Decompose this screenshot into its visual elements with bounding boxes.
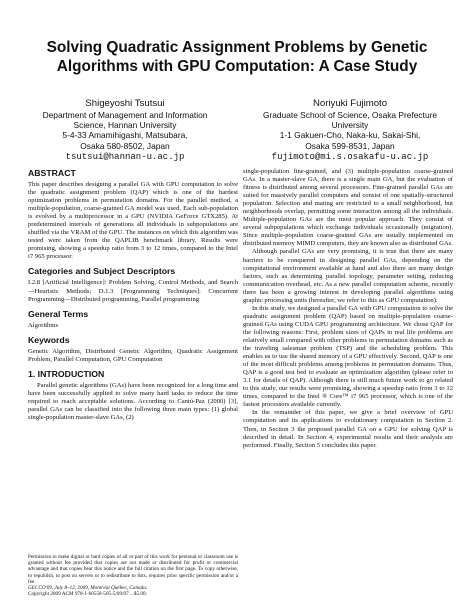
left-column <box>28 168 238 422</box>
conference-line: GECCO'09, July 8–12, 2009, Montréal Québec, Canada. <box>28 585 148 592</box>
author-affiliation-line: Osaka 580-8502, Japan <box>80 140 170 151</box>
author-block-1 <box>30 98 220 163</box>
body-paragraph: In the remainder of this paper, we give a brief overview of GPU computation and its applications to evolutionary computation in Section 2. Then, in Section 3 the proposed parallel GA on a GPU for solving QAP is described in detail. In Section 4, experimental results and their analysis are performed. Finally, Section 5 concludes this paper. <box>243 409 453 449</box>
introduction-heading: 1. INTRODUCTION <box>28 368 105 379</box>
author-email: fujimoto@mi.s.osakafu-u.ac.jp <box>271 151 429 162</box>
permission-notice: Permission to make digital or hard copies of all or part of this work for personal or classroom use is granted without fee provided that copies are not made or distributed for profit or commercial advantage and that copies bear this notice and the full citation on the first page. To copy otherwise, to republish, to post on servers or to redistribute to lists, requires prior specific permission and/or a fee. <box>28 554 238 585</box>
author-name: Shigeyoshi Tsutsui <box>85 98 165 109</box>
right-column <box>243 168 453 450</box>
title-line-1: Solving Quadratic Assignment Problems by Genetic <box>46 39 428 56</box>
author-affiliation-line: Osaka 599-8531, Japan <box>305 140 395 151</box>
copyright-line: Copyright 2009 ACM 978-1-60558-505-5/09/07 ...$5.00. <box>28 591 147 598</box>
keywords-heading: Keywords <box>28 334 70 345</box>
author-affiliation-line: 5-4-33 Amamihigashi, Matsubara, <box>62 130 188 141</box>
body-paragraph: single-population fine-grained, and (3) multiple-population coarse-grained GAs. In a master-slave GA, there is a single main GA, but the evaluation of fitness is distributed among several processors. Fine-grained parallel GAs are suited for massively parallel computers and consist of one spatially-structured population. Selection and mating are restricted to a small neighborhood, but neighborhoods overlap, permitting some interaction among all the individuals. Multiple-population GAs are the most popular approach. They consist of several subpopulations which exchange individuals occasionally (migration). Since multiple-population coarse-grained GAs are usually implemented on distributed memory MIMD computers, they are known also as distributed GAs. <box>243 168 453 248</box>
author-affiliation-line: Department of Management and Information <box>42 110 208 120</box>
title-line-2: Algorithms with GPU Computation: A Case Study <box>56 58 418 75</box>
paper-title <box>20 38 454 76</box>
general-terms-heading: General Terms <box>28 308 89 319</box>
author-name: Noriyuki Fujimoto <box>312 98 388 109</box>
abstract-text: This paper describes designing a parallel GA with GPU computation to solve the quadratic assignment problem (QAP) which is one of the hardest optimization problems in permutation domains. For the parallel method, a multiple-population, coarse-grained GA model was used. Each sub-population is evolved by a multiprocessor in a GPU (NVIDIA GeForce GTX285). At predetermined intervals of generations all individuals in subpopulations are shuffled via the VRAM of the GPU. The instances on which this algorithm was tested were taken from the QAPLIB benchmark library. Results were promising, showing a speedup ratio from 3 to 12 times, compared to the Intel i7 965 processor. <box>28 181 238 261</box>
author-block-2 <box>250 98 450 163</box>
categories-text: I.2.8 [Artificial Intelligence]: Problem Solving, Control Methods, and Search—Heuristic Methods; D.1.3 [Programming Techniques]: Concurrent Programming—Distributed programming, Parallel programming <box>28 279 238 303</box>
author-affiliation-line: University <box>331 120 369 131</box>
body-paragraph: Although parallel GAs are very promising, it is true that there are many barriers to be conquered in designing parallel GAs, depending on the computational environment available at hand and also there are many design factors, such as determining parallel topology, parameter setting, reducing communication overhead, etc. As a new parallel computation scheme, recently there has been a growing interest in developing parallel algorithms using graphic processing units (hereafter, we refer to this as GPU computation). <box>243 248 453 304</box>
author-affiliation-line: Graduate School of Science, Osaka Prefecture <box>262 110 438 120</box>
author-affiliation-line: 1-1 Gakuen-Cho, Naka-ku, Sakai-Shi, <box>279 130 421 141</box>
author-email: tsutsui@hannan-u.ac.jp <box>65 151 185 162</box>
general-terms-text: Algorithms <box>28 321 59 329</box>
body-paragraph: In this study, we designed a parallel GA with GPU computation to solve the quadratic assignment problem (QAP) based on multiple-population coarse-grained GAs using CUDA GPU programming architecture. We chose QAP for the following reasons: First, problem sizes of QAPs in real life problems are relatively small compared with other problems in permutation domains such as the traveling salesman problem (TSP) and the scheduling problem. This enables us to use the shared memory of a GPU effectively. Second, QAP is one of the most difficult problems among problems in permutation domains. Thus, QAP is a good test bed to evaluate an optimization algorithm (please refer to 3.1 for details of QAP). Although there is still much future work to go related to this study, our results were promising, showing a speedup ratio from 3 to 12 times, compared to the Intel ® Core™ i7 965 processor, which is one of the fastest processors available currently. <box>243 304 453 409</box>
abstract-heading: ABSTRACT <box>28 168 76 178</box>
author-affiliation-line: Science, Hannan University <box>73 120 177 131</box>
keywords-text: Genetic Algorithm, Distributed Genetic Algorithm, Quadratic Assignment Problem, Parallel Computation, GPU Computation <box>28 347 238 363</box>
categories-heading: Categories and Subject Descriptors <box>28 266 176 277</box>
introduction-paragraph: Parallel genetic algorithms (GAs) have been recognized for a long time and have been successfully applied to solve many hard tasks to reduce the time required to reach acceptable solutions. According to Cantú-Paz (2000) [3], parallel GAs can be classified into the following three main types: (1) global single-population master-slave GAs, (2) <box>28 381 238 421</box>
copyright-footer <box>28 554 238 597</box>
